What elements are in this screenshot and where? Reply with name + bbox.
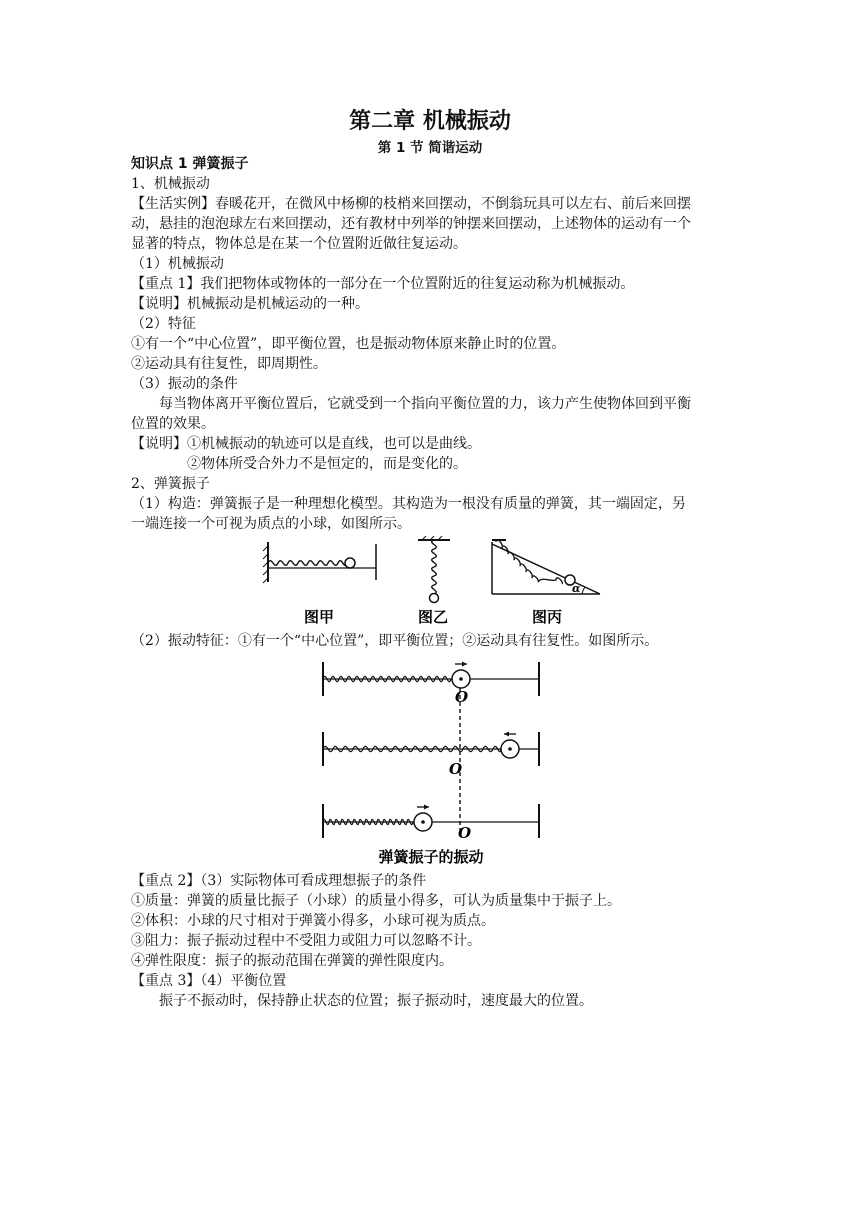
text-line: （1）构造：弹簧振子是一种理想化模型。其构造为一根没有质量的弹簧，其一端固定，另 [131, 496, 686, 512]
text-line: 【生活实例】春暖花开，在微风中杨柳的枝梢来回摆动，不倒翁玩具可以左右、前后来回摆 [131, 196, 691, 212]
text-line: （2）振动特征：①有一个“中心位置”，即平衡位置；②运动具有往复性。如图所示。 [131, 633, 659, 649]
text-line: 【重点 2】（3）实际物体可看成理想振子的条件 [131, 873, 427, 889]
text-line: （1）机械振动 [131, 256, 224, 272]
text-line: 【重点 1】我们把物体或物体的一部分在一个位置附近的往复运动称为机械振动。 [131, 276, 635, 292]
text-line: 位置的效果。 [131, 416, 215, 432]
text-line: 【说明】机械振动是机械运动的一种。 [131, 296, 369, 312]
knowledge-point-heading: 知识点 1 弹簧振子 [131, 156, 249, 172]
text-line: ②体积：小球的尺寸相对于弹簧小得多，小球可视为质点。 [131, 913, 495, 929]
text-line: ①质量：弹簧的质量比振子（小球）的质量小得多，可认为质量集中于振子上。 [131, 893, 621, 909]
text-line: ③阻力：振子振动过程中不受阻力或阻力可以忽略不计。 [131, 933, 481, 949]
text-line: 振子不振动时，保持静止状态的位置；振子振动时，速度最大的位置。 [159, 993, 593, 1009]
text-line: 1、机械振动 [131, 176, 210, 192]
text-line: 2、弹簧振子 [131, 476, 210, 492]
text-line: 每当物体离开平衡位置后，它就受到一个指向平衡位置的力，该力产生使物体回到平衡 [159, 396, 691, 412]
figure-caption-jia: 图甲 [304, 608, 335, 626]
spring-oscillation-figure [315, 652, 547, 870]
text-line: 动，悬挂的泡泡球左右来回摆动，还有教材中列举的钟摆来回摆动，上述物体的运动有一个 [131, 216, 691, 232]
text-line: ④弹性限度：振子的振动范围在弹簧的弹性限度内。 [131, 953, 453, 969]
text-line: 【重点 3】（4）平衡位置 [131, 973, 287, 989]
oscillation-row-2 [323, 732, 539, 779]
oscillation-row-1 [323, 662, 539, 707]
spring-oscillator-types-figure [260, 536, 605, 628]
text-line: ①有一个“中心位置”，即平衡位置，也是振动物体原来静止时的位置。 [131, 336, 566, 352]
section-title: 第 1 节 简谐运动 [377, 140, 483, 156]
text-line: 【说明】①机械振动的轨迹可以是直线，也可以是曲线。 [131, 436, 481, 452]
figure-caption-bing: 图丙 [532, 608, 563, 626]
oscillation-row-3 [323, 804, 539, 842]
equilibrium-point-label: O [455, 688, 469, 706]
figure-caption: 弹簧振子的振动 [378, 848, 484, 866]
text-line: （3）振动的条件 [131, 376, 238, 392]
angle-alpha-label: α [572, 582, 581, 595]
text-line: ②运动具有往复性，即周期性。 [131, 356, 327, 372]
figure-caption-yi: 图乙 [418, 608, 449, 626]
equilibrium-point-label: O [458, 824, 472, 842]
text-line: 显著的特点，物体总是在某一个位置附近做往复运动。 [131, 236, 467, 252]
text-line: （2）特征 [131, 316, 196, 332]
text-line: ②物体所受合外力不是恒定的，而是变化的。 [187, 456, 467, 472]
text-line: 一端连接一个可视为质点的小球，如图所示。 [131, 516, 411, 532]
equilibrium-point-label: O [449, 760, 463, 778]
chapter-title: 第二章 机械振动 [349, 109, 511, 134]
